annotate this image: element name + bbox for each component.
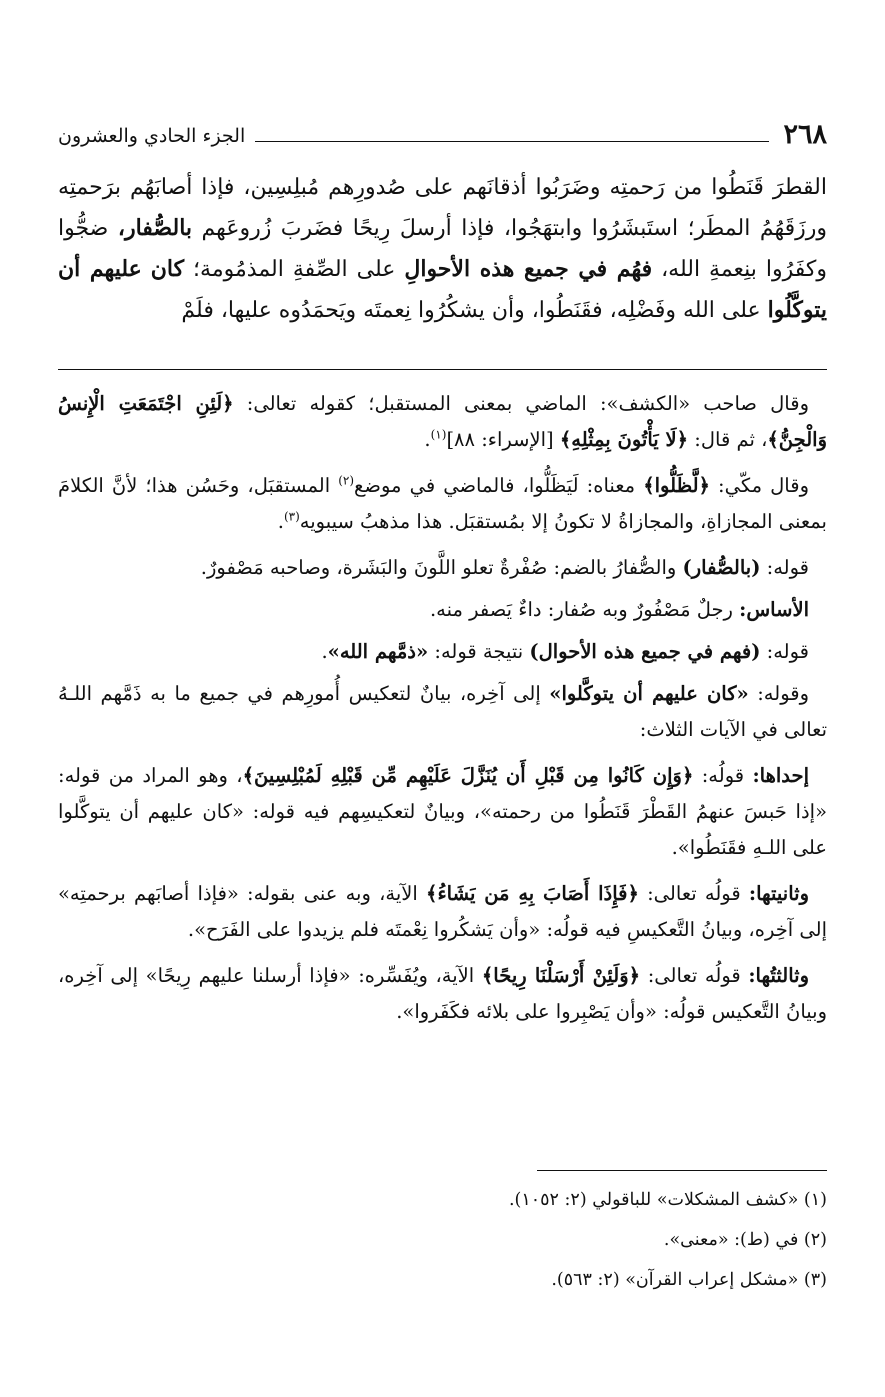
lemma: (بالصُّفار)	[682, 556, 761, 579]
text-run: .	[321, 640, 328, 663]
commentary-paragraph	[58, 876, 827, 948]
text-run: المستقبَل، وحَسُن هذا؛ لأنَّ الكلامَ بمعنى المجازاةِ، والمجازاةُ لا تكونُ إلا بمُستقبَل. هذا مذهبُ سيبويه	[58, 474, 827, 533]
text-run: قولُه:	[693, 764, 753, 787]
text-run: إلى آخِره، بيانٌ لتعكيس أُمورِهم في جميع ما به ذَمَّهم اللـهُ تعالى في الآيات الثلاث:	[58, 682, 827, 741]
text-run: قولُه تعالى:	[638, 882, 749, 905]
main-line-2-bold: بالصُّفار،	[117, 215, 193, 241]
book-page	[58, 0, 827, 1397]
main-text	[58, 168, 827, 331]
text-run: الآية، وبه عنى بقوله: «فإذا أصابَهم برحمتِه» إلى آخِره، وبيانُ التَّعكيسِ فيه قولُه: «وأن يَشكُروا نِعْمتَه فلم يزيدوا على الفَرَح».	[58, 882, 827, 941]
footnote-3: (٣) «مشكل إعراب القرآن» (٢: ٥٦٣).	[551, 1270, 827, 1290]
quran-verse: ﴿لَّظَلُّوا﴾	[643, 474, 710, 497]
commentary-paragraph	[58, 958, 827, 1030]
text-run: رجلٌ مَصْفُورٌ وبه صُفار: داءٌ يَصفر منه.	[429, 598, 740, 621]
main-paragraph	[58, 168, 827, 331]
text-run: قوله:	[760, 640, 809, 663]
text-run: .	[277, 510, 284, 533]
page-header	[58, 112, 827, 148]
commentary-paragraph	[58, 386, 827, 458]
footnote-marker: (٢)	[338, 473, 355, 488]
main-line-4-tail: على الله وفَضْلِه، فقَنَطُوا، وأن يشكُرُوا نِعمتَه ويَحمَدُوه عليها، فلَمْ	[181, 298, 768, 323]
verse-reference: [الإسراء: ٨٨]	[446, 428, 560, 451]
footnote-marker: (٣)	[283, 509, 300, 524]
text-run: ، ثم قال:	[688, 428, 768, 451]
footnote-marker: (١)	[430, 427, 447, 442]
quran-verse: ﴿فَإِذَا أَصَابَ بِهِ مَن يَشَاءُ﴾	[426, 882, 639, 905]
page-number: ٢٦٨	[783, 119, 827, 150]
quran-verse: ﴿وَإِن كَانُوا مِن قَبْلِ أَن يُنَزَّلَ عَلَيْهِم مِّن قَبْلِهِ لَمُبْلِسِينَ﴾	[242, 764, 694, 787]
main-text-divider	[58, 369, 827, 370]
footnotes	[58, 1180, 827, 1300]
main-line-3-tail: على الصِّفةِ المذمُومة؛	[184, 257, 405, 282]
lemma: «كان عليهم أن يتوكَّلوا»	[549, 682, 749, 705]
commentary-paragraph	[58, 468, 827, 540]
text-run: ، وهو المراد من قوله: «إذا حَبسَ عنهمُ القَطْرَ قَنَطُوا من رحمته»، وبيانٌ لتعكيسِهم فيه قوله: «كان عليهم أن يتوكَّلوا على اللـهِ فقَنَطُوا».	[58, 764, 827, 859]
header-rule	[255, 141, 769, 142]
commentary	[58, 386, 827, 1040]
running-title: الجزء الحادي والعشرون	[58, 125, 246, 147]
commentary-paragraph	[58, 550, 827, 586]
commentary-paragraph	[58, 592, 827, 628]
source-label: الأساس:	[739, 598, 809, 621]
text-run: نتيجة قوله:	[428, 640, 530, 663]
quran-verse: ﴿لَئِنِ اجْتَمَعَتِ الْإِنسُ وَالْجِنُّ﴾	[58, 392, 827, 451]
lemma: إحداها:	[752, 764, 809, 787]
footnote-1: (١) «كشف المشكلات» للباقولي (٢: ١٠٥٢).	[508, 1190, 827, 1210]
text-run: قولُه تعالى:	[640, 964, 749, 987]
commentary-paragraph	[58, 634, 827, 670]
text-run: قوله:	[760, 556, 809, 579]
commentary-paragraph	[58, 676, 827, 748]
main-line-1: القطرَ قَنَطُوا من رَحمتِه وضَرَبُوا أذقانَهم على صُدورِهم مُبلِسِين، فإذا أصابَهُم برَحمتِه	[58, 175, 827, 200]
lemma: وثالثتُها:	[748, 964, 809, 987]
footnote-divider	[537, 1170, 827, 1171]
text-run: وقال صاحب «الكشف»: الماضي بمعنى المستقبل؛ كقوله تعالى:	[233, 392, 809, 415]
quran-verse: ﴿وَلَئِنْ أَرْسَلْنَا رِيحًا﴾	[481, 964, 641, 987]
main-line-3-bold: فهُم في جميع هذه الأحوالِ	[404, 256, 653, 282]
main-line-4-bold: عليهم أن يتوكَّلُوا	[58, 256, 827, 323]
text-run: وقوله:	[748, 682, 810, 705]
quran-verse: ﴿لَا يَأْتُونَ بِمِثْلِهِ﴾	[559, 428, 689, 451]
footnote-2: (٢) في (ط): «معنى».	[663, 1230, 827, 1250]
text-run: .	[424, 428, 431, 451]
text-run: معناه: لَيَظَلُّوا، فالماضي في موضع	[354, 474, 644, 497]
commentary-paragraph	[58, 758, 827, 866]
main-line-3: ضجُّوا وكفَرُوا بنِعمةِ الله،	[58, 216, 828, 282]
main-line-3-bold-end: كان	[150, 256, 185, 282]
text-run: والصُّفارُ بالضم: صُفْرةٌ تعلو اللَّونَ والبَشَرة، وصاحبه مَصْفورٌ.	[200, 556, 683, 579]
text-run: الآية، ويُفَسِّره: «فإذا أرسلنا عليهم رِيحًا» إلى آخِره، وبيانُ التَّعكيس قولُه: «وأن يَصْبِروا على بلائه فكَفَروا».	[58, 964, 827, 1023]
lemma: (فهم في جميع هذه الأحوال)	[529, 640, 761, 663]
lemma: وثانيتها:	[748, 882, 809, 905]
main-line-2: ورزَقَهُمُ المطَر؛ استَبشَرُوا وابتهَجُوا، فإذا أرسلَ رِيحًا فضَربَ زُروعَهم	[192, 216, 827, 241]
lemma: «ذمَّهم الله»	[327, 640, 429, 663]
text-run: وقال مكّي:	[709, 474, 809, 497]
